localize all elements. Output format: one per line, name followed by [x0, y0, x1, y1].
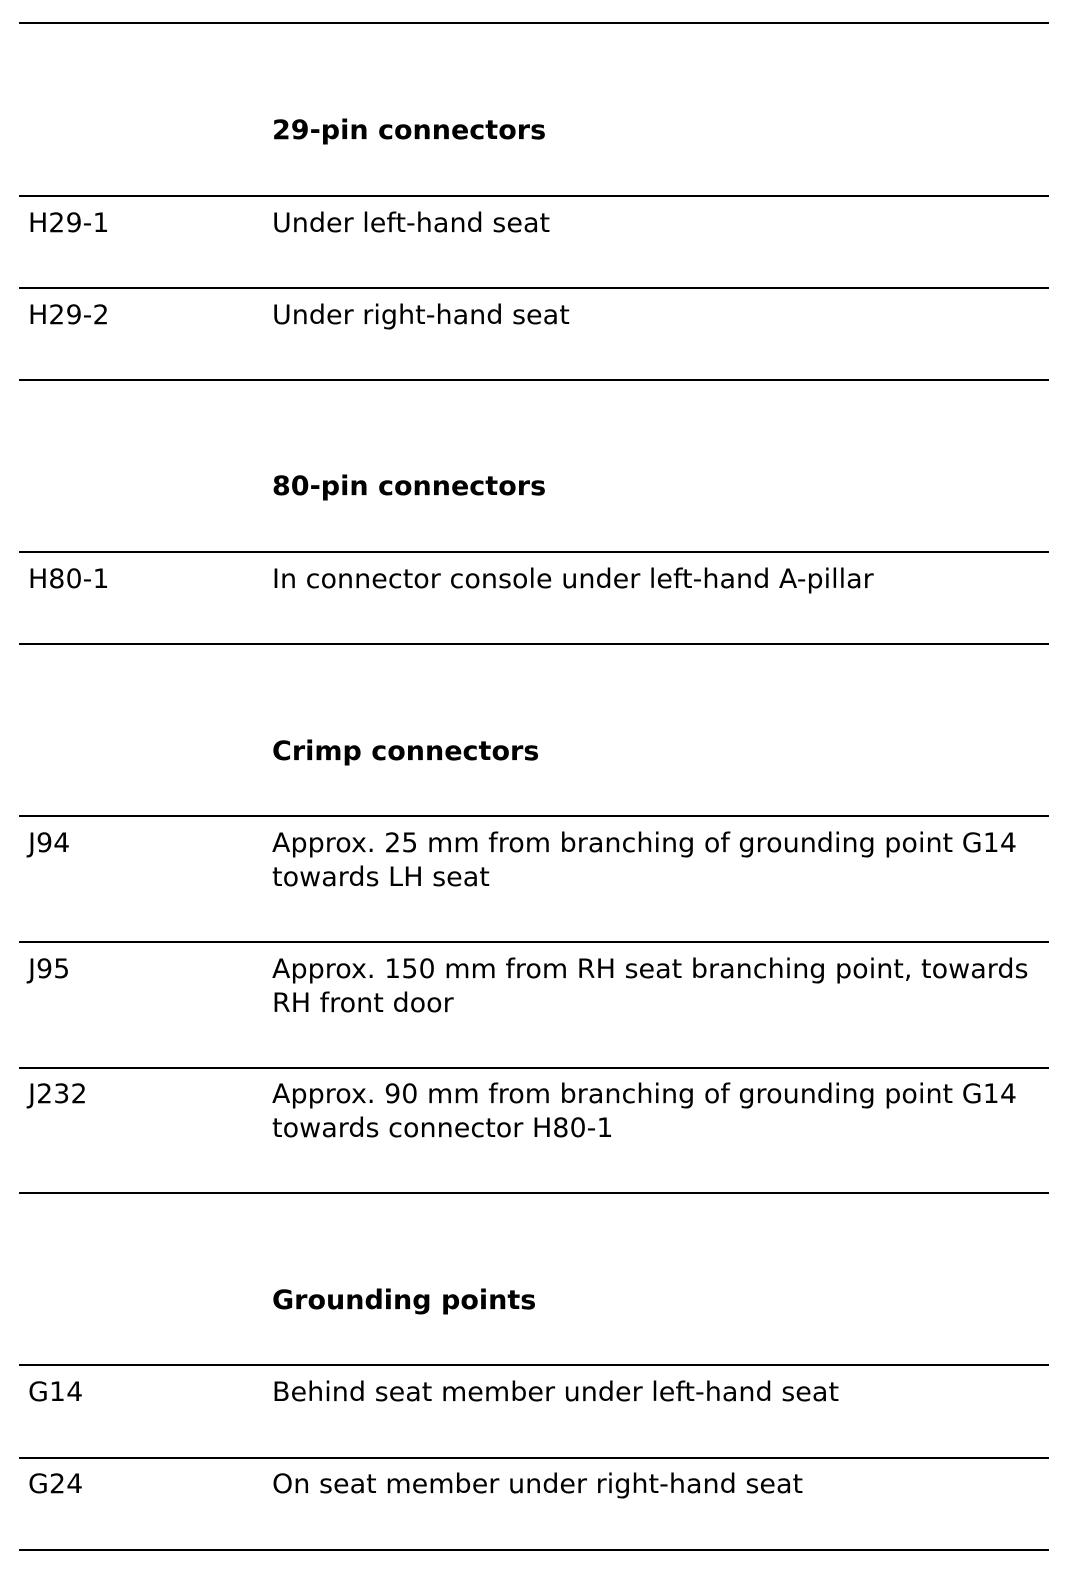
connector-code: H29-1	[28, 208, 110, 239]
section-divider	[19, 195, 1049, 197]
grounding-point-code: G24	[28, 1469, 84, 1500]
row-divider	[19, 287, 1049, 289]
grounding-point-location: On seat member under right-hand seat	[272, 1469, 804, 1500]
section-divider	[19, 551, 1049, 553]
row-divider	[19, 941, 1049, 943]
section-heading-29-pin: 29-pin connectors	[272, 115, 547, 146]
section-divider	[19, 1364, 1049, 1366]
connector-location: Approx. 90 mm from branching of grounding point G14 towards connector H80-1	[272, 1079, 1018, 1144]
row-divider	[19, 1067, 1049, 1069]
connector-location: Approx. 25 mm from branching of grounding point G14 towards LH seat	[272, 828, 1018, 893]
connector-code: J94	[28, 828, 71, 859]
connector-code: H80-1	[28, 564, 110, 595]
connector-code: H29-2	[28, 300, 110, 331]
connector-location: Approx. 150 mm from RH seat branching point, towards RH front door	[272, 954, 1029, 1019]
section-heading-80-pin: 80-pin connectors	[272, 471, 547, 502]
table-bottom-rule	[19, 1549, 1049, 1551]
row-divider	[19, 1192, 1049, 1194]
connector-location: In connector console under left-hand A-pillar	[272, 564, 874, 595]
connector-location: Under right-hand seat	[272, 300, 570, 331]
connector-code: J232	[28, 1079, 88, 1110]
connector-code: J95	[28, 954, 71, 985]
row-divider	[19, 643, 1049, 645]
section-heading-crimp: Crimp connectors	[272, 736, 540, 767]
section-heading-grounding: Grounding points	[272, 1285, 537, 1316]
connector-location: Under left-hand seat	[272, 208, 551, 239]
section-divider	[19, 815, 1049, 817]
table-top-rule	[19, 22, 1049, 24]
row-divider	[19, 379, 1049, 381]
grounding-point-location: Behind seat member under left-hand seat	[272, 1377, 840, 1408]
row-divider	[19, 1457, 1049, 1459]
grounding-point-code: G14	[28, 1377, 84, 1408]
